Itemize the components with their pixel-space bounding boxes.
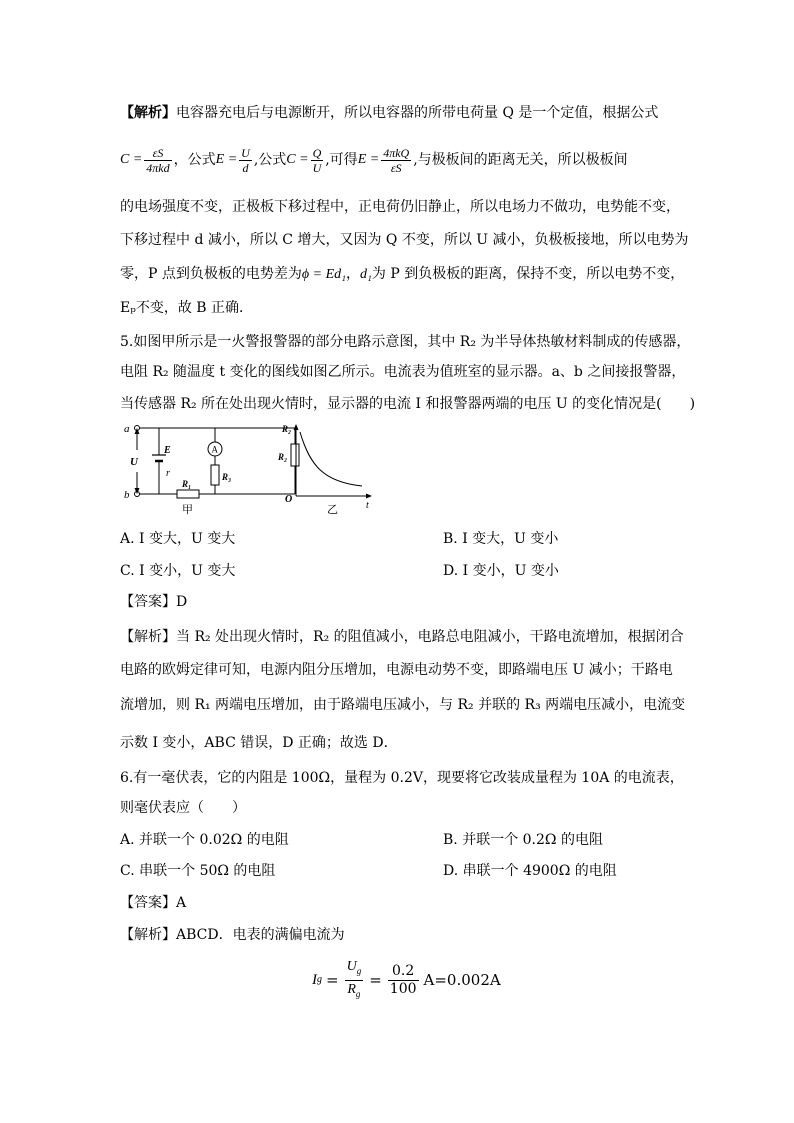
analysis-line-6: Eₚ不变，故 B 正确． [120, 300, 254, 316]
formula-c2-lhs: C = [286, 152, 309, 167]
q5-explanation-line-4: 示数 I 变小，ABC 错误，D 正确；故选 D． [120, 735, 398, 751]
resistance-r-label: r [166, 468, 170, 479]
formula-e1-frac: $\frac{U}{d}$ [241, 145, 250, 175]
ammeter-icon: A [211, 444, 218, 455]
q5-explanation-line-2: 电路的欧姆定律可知，电源内阻分压增加，电源电动势不变，即路端电压 U 减小；干路电 [120, 662, 673, 678]
r1-label: R₁ [182, 479, 192, 489]
circuit-diagram-jia [115, 420, 305, 520]
q6-answer: 【答案】A [120, 895, 187, 911]
q6-stem-line-2: 则毫伏表应（ ） [120, 800, 246, 816]
resistance-temperature-graph-yi [280, 420, 380, 520]
graph-y-axis-label: R₂ [282, 424, 292, 434]
q5-explanation-line-3: 流增加，则 R₁ 两端电压增加，由于路端电压减小，与 R₂ 并联的 R₃ 两端电压减小，电流变 [120, 697, 686, 713]
q5-option-b: B. I 变大，U 变小 [443, 531, 559, 547]
terminal-a-label: a [124, 423, 130, 435]
figure-yi-caption: 乙 [327, 504, 338, 516]
formula-c1-frac: $\frac{\varepsilon S}{\text{4πkd}}$ [146, 145, 170, 175]
analysis-tag: 【解析】 [120, 105, 176, 121]
formula-c2-frac: $\frac{Q}{U}$ [312, 145, 322, 175]
formula-c1-lhs: C = [120, 152, 143, 167]
q6-current-formula: I g = $\frac{U_g}{R_g}$ = $\frac{0.2}{100}$ A=0.002A [312, 958, 501, 1002]
analysis-line-4: 下移过程中 d 减小，所以 C 增大，又因为 Q 不变，所以 U 减小，负极板接地，所以电势为 [120, 232, 689, 248]
voltage-u-label: U [130, 456, 138, 468]
q5-stem-line-3: 当传感器 R₂ 所在处出现火情时，显示器的电流 I 和报警器两端的电压 U 的变化情况是( ) [120, 396, 696, 412]
emf-e-label: E [164, 445, 171, 456]
q6-explanation-line-1: 【解析】ABCD．电表的满偏电流为 [120, 927, 345, 943]
formula-e2-frac: $\frac{\text{4πkQ}}{\varepsilon S}$ [383, 145, 410, 175]
q6-option-c: C. 串联一个 50Ω 的电阻 [120, 863, 276, 879]
q5-stem-line-2: 电阻 R₂ 随温度 t 变化的图线如图乙所示。电流表为值班室的显示器。a、b 之间接报警器， [120, 364, 686, 380]
q6-option-b: B. 并联一个 0.2Ω 的电阻 [443, 832, 603, 848]
q5-answer: 【答案】D [120, 594, 188, 610]
q6-stem-line-1: 6.有一毫伏表，它的内阻是 100Ω，量程为 0.2V，现要将它改装成量程为 10A 的电流表， [120, 770, 684, 786]
analysis-line-5: 零，P 点到负极板的电势差为ϕ = Ed₁，d₁为 P 到负极板的距离，保持不变，所以电势不变， [120, 266, 685, 282]
q6-option-d: D. 串联一个 4900Ω 的电阻 [443, 863, 617, 879]
q5-stem-line-1: 5.如图甲所示是一火警报警器的部分电路示意图，其中 R₂ 为半导体热敏材料制成的传感器， [120, 334, 691, 350]
terminal-b-label: b [124, 489, 130, 501]
graph-origin-label: O [285, 494, 293, 505]
formula-e2-lhs: E = [357, 152, 380, 167]
r2-label: R₂ [278, 452, 288, 462]
formula-result: A=0.002A [423, 971, 501, 989]
q5-option-d: D. I 变小，U 变小 [443, 563, 559, 579]
formula-phi: ϕ = Ed₁ [301, 267, 346, 282]
q5-option-c: C. I 变小，U 变大 [120, 563, 236, 579]
graph-x-axis-label: t [366, 500, 369, 511]
figure-jia-caption: 甲 [182, 504, 193, 516]
analysis-line-1: 【解析】电容器充电后与电源断开，所以电容器的所带电荷量 Q 是一个定值，根据公式 [120, 105, 659, 121]
q5-option-a: A. I 变大，U 变大 [120, 531, 236, 547]
analysis-formula-line: C = $\frac{\varepsilon S}{\text{4πkd}}$ ，公式 E = $\frac{U}{d}$ ,公式 C = $\frac{Q}{U}$ ,可得 E = $\frac{\text{4πkQ}}{\varepsilon S}$ ,与极板间的距离无关，所以极板间 [120, 145, 628, 175]
q5-explanation-line-1: 【解析】当 R₂ 处出现火情时，R₂ 的阻值减小，电路总电阻减小，干路电流增加，根据闭合 [120, 629, 684, 645]
formula-ug-over-rg: $\frac{U_g}{R_g}$ [346, 958, 362, 999]
analysis-line-3: 的电场强度不变，正极板下移过程中，正电荷仍旧静止，所以电场力不做功，电势能不变， [120, 199, 680, 215]
formula-numeric-fraction: $\frac{0.2}{100}$ [389, 962, 417, 997]
formula-e1-lhs: E = [215, 152, 238, 167]
r3-label: R₃ [222, 472, 232, 482]
q6-option-a: A. 并联一个 0.02Ω 的电阻 [120, 832, 289, 848]
